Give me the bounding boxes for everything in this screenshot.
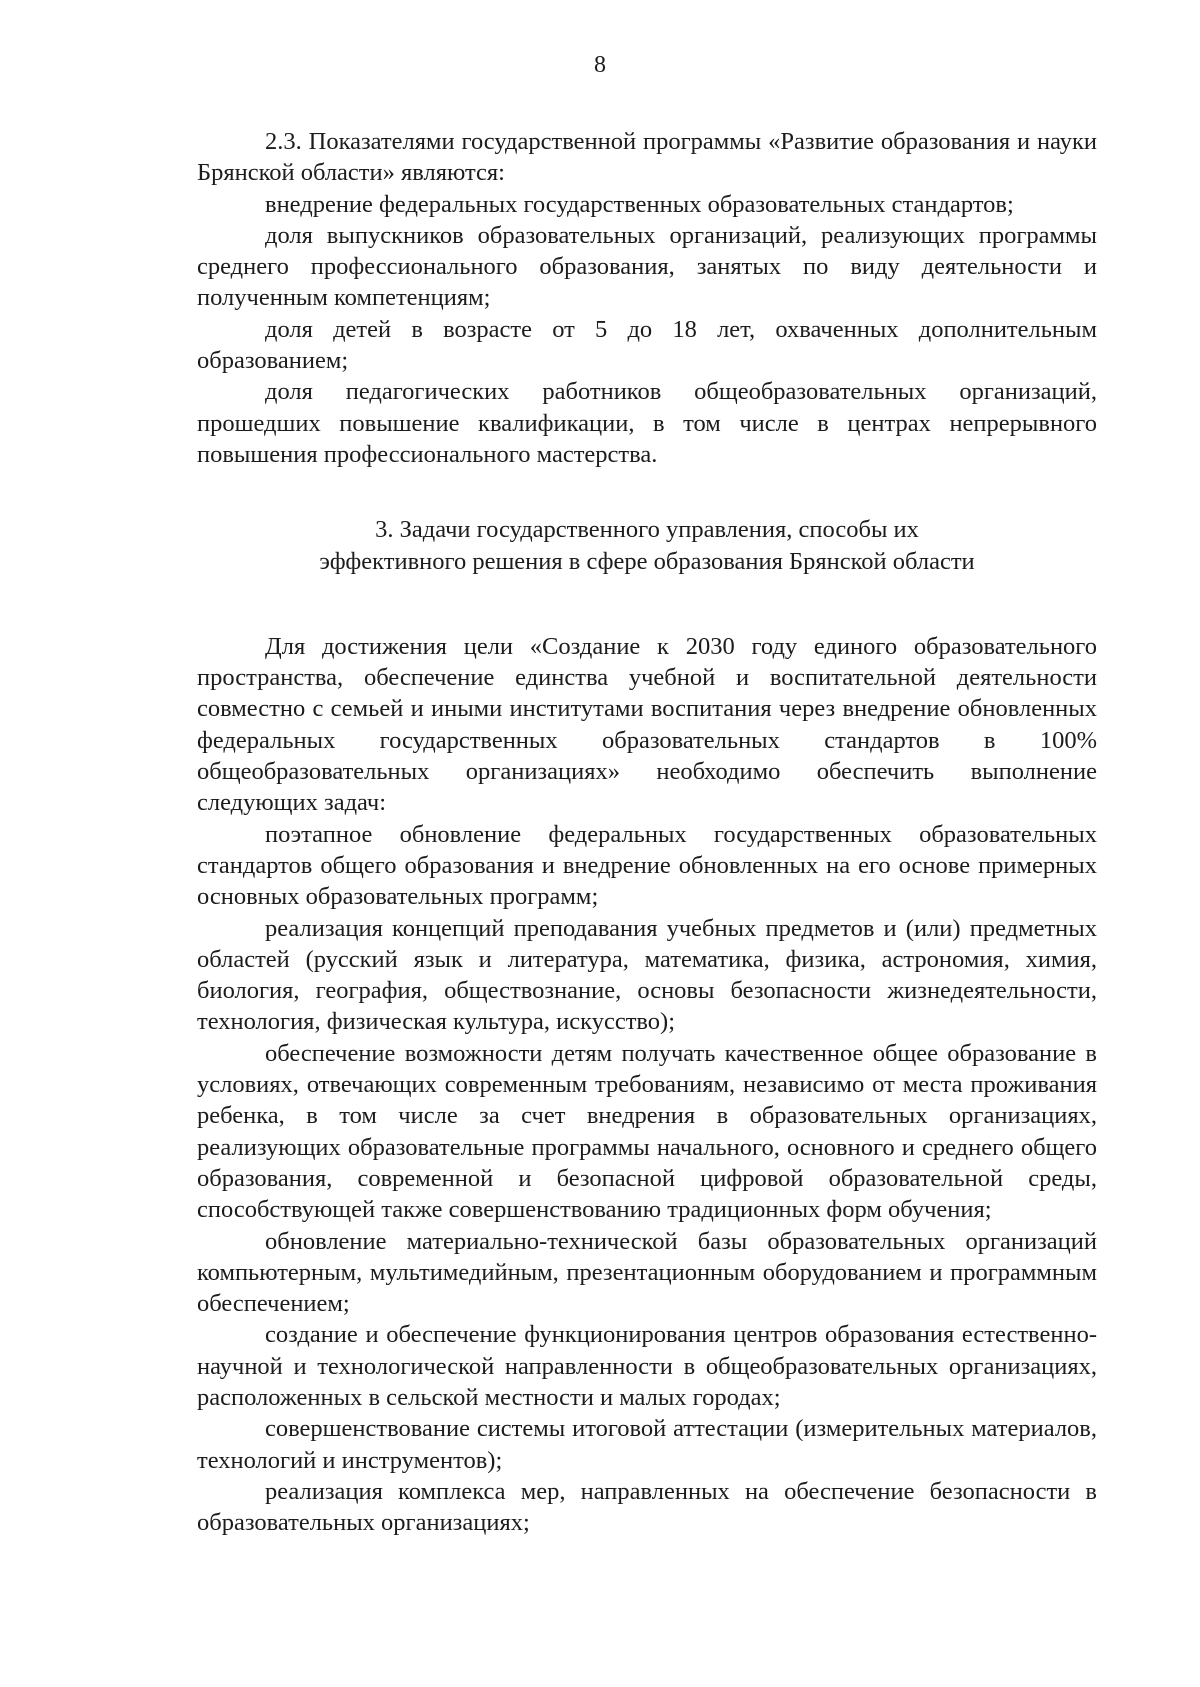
section-heading xyxy=(197,514,1097,577)
paragraph-indicator-graduates: доля выпускников образовательных организаций, реализующих программы среднего профессионального образования, занятых по виду деятельности и полученным компетенциям; xyxy=(197,221,1097,312)
paragraph-task-standards: поэтапное обновление федеральных государственных образовательных стандартов общего образования и внедрение обновленных на его основе примерных основных образовательных программ; xyxy=(197,820,1097,911)
paragraph-indicator-children: доля детей в возрасте от 5 до 18 лет, охваченных дополнительным образованием; xyxy=(197,315,1097,375)
page-number: 8 xyxy=(594,52,606,78)
paragraph-task-attestation: совершенствование системы итоговой аттестации (измерительных материалов, технологий и инструментов); xyxy=(197,1415,1097,1474)
paragraph-task-centers: создание и обеспечение функционирования центров образования естественно-научной и технологической направленности в общеобразовательных организациях, расположенных в сельской местности и малых городах; xyxy=(197,1321,1097,1411)
paragraph-indicator-teachers: доля педагогических работников общеобразовательных организаций, прошедших повышение квалификации, в том числе в центрах непрерывного повышения профессионального мастерства. xyxy=(197,378,1097,468)
paragraph-indicators-intro: 2.3. Показателями государственной программы «Развитие образования и науки Брянской области» являются: xyxy=(197,128,1097,187)
paragraph-task-concepts: реализация концепций преподавания учебных предметов и (или) предметных областей (русский язык и литература, математика, физика, астрономия, химия, биология, география, обществознание, основы безопасности жизнедеятельности, технология, физическая культура, искусство); xyxy=(197,914,1097,1036)
paragraph-goal: Для достижения цели «Создание к 2030 году единого образовательного пространства, обеспечение единства учебной и воспитательной деятельности совместно с семьей и иными институтами воспитания через внедрение обновленных федеральных государственных образовательных стандартов в 100% общеобразовательных организациях» необходимо обеспечить выполнение следующих задач: xyxy=(197,632,1097,817)
section-heading-line-2: эффективного решения в сфере образования Брянской области xyxy=(319,547,975,575)
paragraph-task-digital-environment: обеспечение возможности детям получать качественное общее образование в условиях, отвечающих современным требованиям, независимо от места проживания ребенка, в том числе за счет внедрения в образовательных организациях, реализующих образовательные программы начального, основного и среднего общего образования, современной и безопасной цифровой образовательной среды, способствующей также совершенствованию традиционных форм обучения; xyxy=(197,1039,1097,1224)
paragraph-task-safety: реализация комплекса мер, направленных на обеспечение безопасности в образовательных организациях; xyxy=(197,1477,1097,1537)
document-body xyxy=(197,126,1097,1538)
paragraph-indicator-fgos: внедрение федеральных государственных образовательных стандартов; xyxy=(265,190,1014,218)
paragraph-task-equipment: обновление материально-технической базы образовательных организаций компьютерным, мультимедийным, презентационным оборудованием и программным обеспечением; xyxy=(197,1227,1097,1318)
section-heading-line-1: 3. Задачи государственного управления, способы их xyxy=(375,516,919,544)
